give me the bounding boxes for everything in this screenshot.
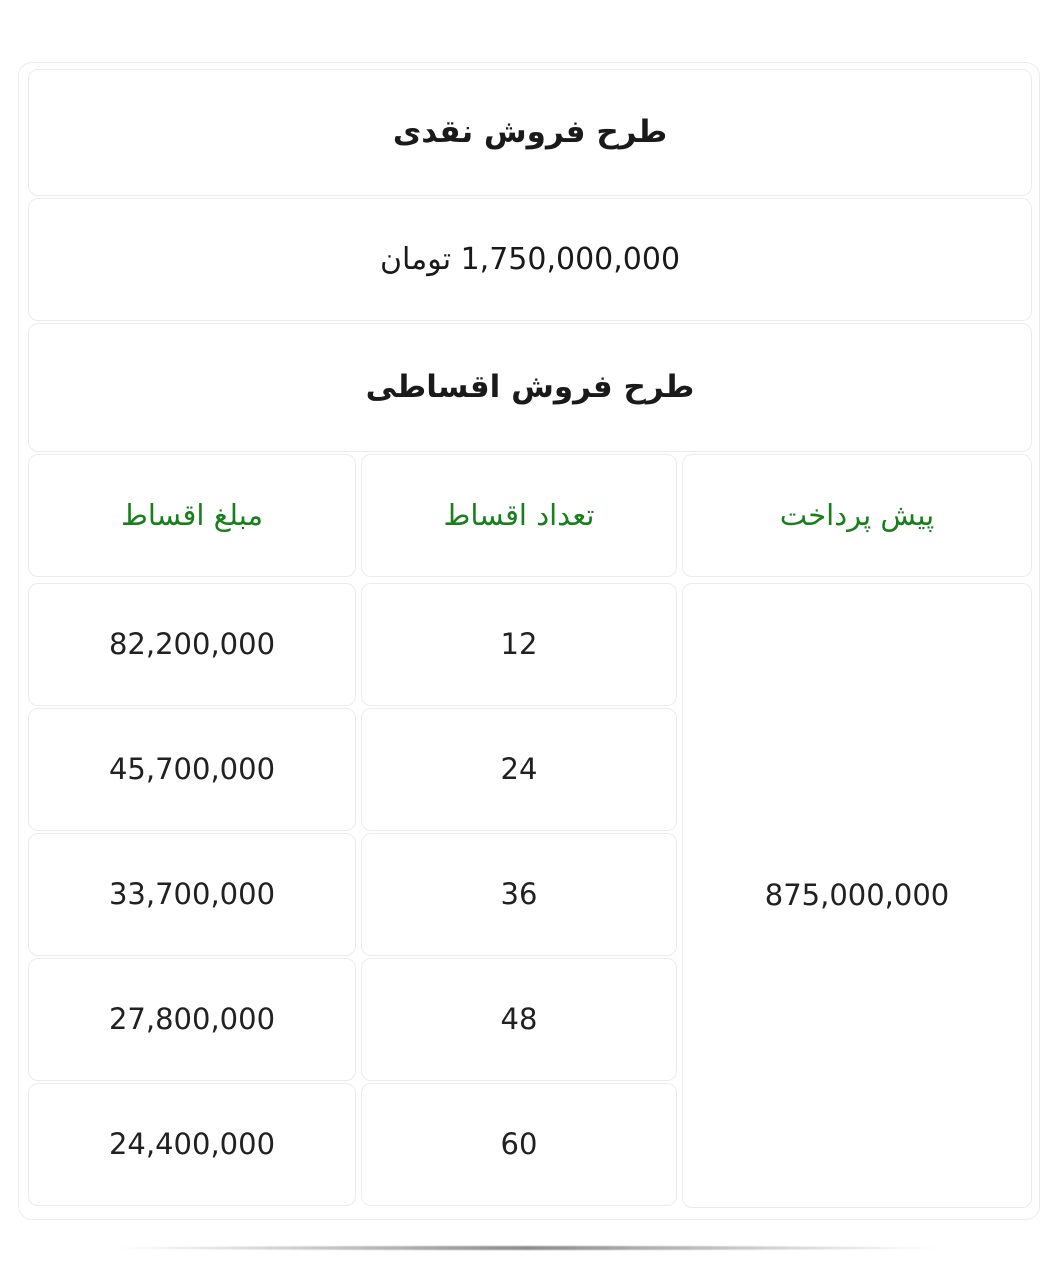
down-payment-value-cell (682, 583, 1032, 1208)
installment-amount-cell (28, 1083, 356, 1206)
installment-count-cell (361, 958, 677, 1081)
installment-count-cell (361, 1083, 677, 1206)
installment-count-value: 60 (500, 1127, 538, 1162)
cash-plan-price-cell (28, 198, 1032, 321)
down-payment-value: 875,000,000 (764, 878, 950, 913)
installment-count-value: 12 (500, 627, 538, 662)
bottom-shadow-divider (110, 1246, 944, 1250)
cash-plan-title-cell (28, 69, 1032, 196)
installment-amount-value: 24,400,000 (108, 1127, 276, 1162)
column-header-installment-amount (28, 454, 356, 577)
installment-amount-value: 82,200,000 (108, 627, 276, 662)
installment-plan-title: طرح فروش اقساطی (365, 369, 695, 406)
cash-plan-title: طرح فروش نقدی (392, 114, 668, 151)
column-header-installment-count (361, 454, 677, 577)
installment-count-value: 36 (500, 877, 538, 912)
installment-grid (28, 454, 1032, 1214)
installment-amount-cell (28, 958, 356, 1081)
installment-plan-title-cell (28, 323, 1032, 452)
installment-amount-value: 33,700,000 (108, 877, 276, 912)
column-header-installment-amount-label: مبلغ اقساط (121, 498, 263, 533)
installment-count-cell (361, 583, 677, 706)
installment-count-value: 48 (500, 1002, 538, 1037)
column-header-down-payment-label: پیش پرداخت (779, 498, 935, 533)
column-header-installment-count-label: تعداد اقساط (443, 498, 595, 533)
installment-amount-value: 27,800,000 (108, 1002, 276, 1037)
sales-plan-table-card (18, 62, 1040, 1220)
installment-amount-value: 45,700,000 (108, 752, 276, 787)
column-header-down-payment (682, 454, 1032, 577)
cash-plan-price: 1,750,000,000 تومان (379, 241, 681, 277)
installment-count-value: 24 (500, 752, 538, 787)
installment-count-cell (361, 708, 677, 831)
installment-count-cell (361, 833, 677, 956)
installment-amount-cell (28, 583, 356, 706)
installment-amount-cell (28, 833, 356, 956)
installment-amount-cell (28, 708, 356, 831)
